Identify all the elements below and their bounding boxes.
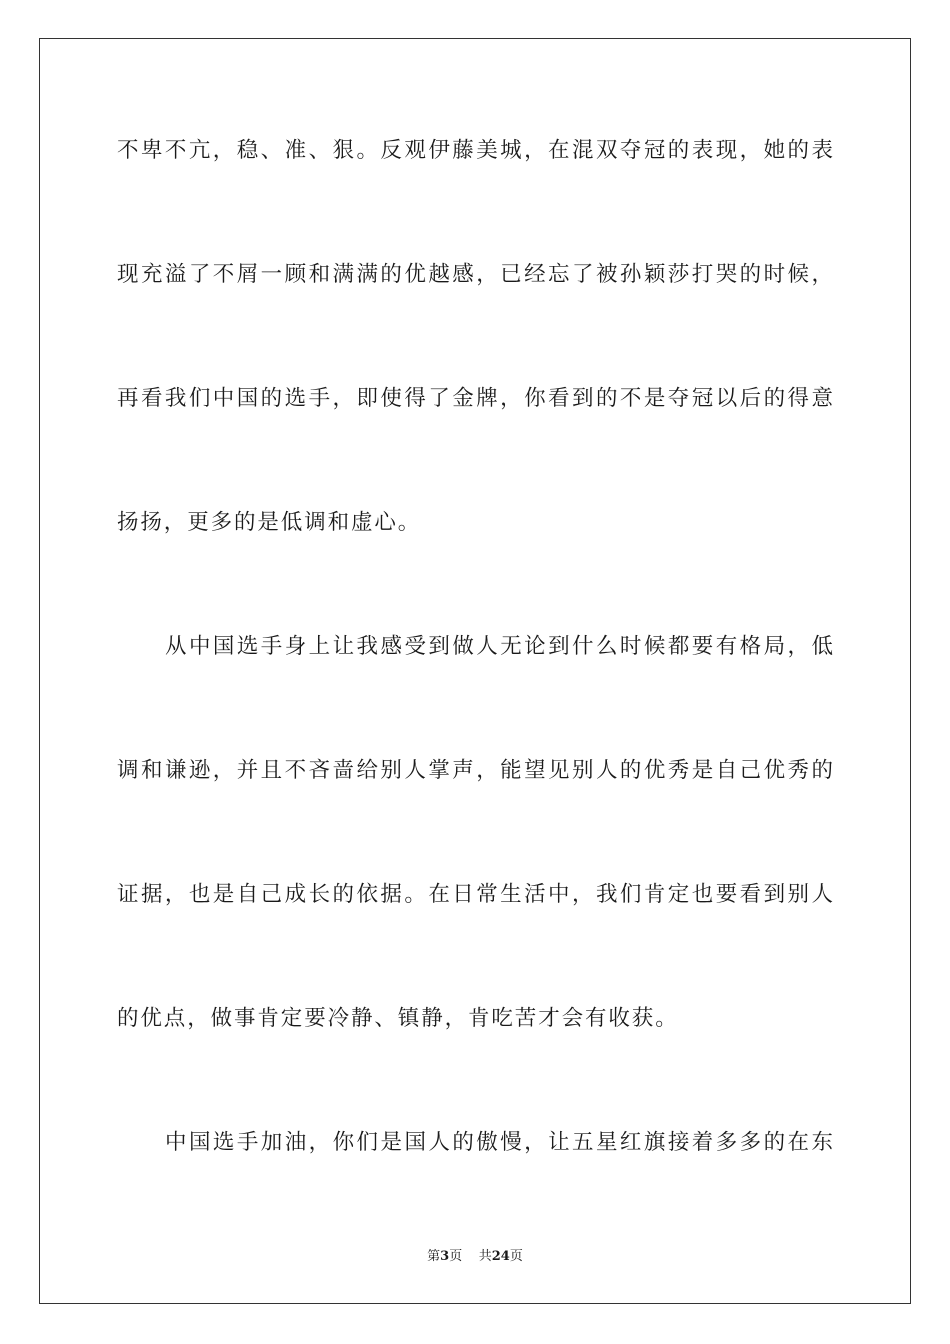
- footer-page-prefix: 第: [427, 1249, 441, 1264]
- footer-page-suffix: 页: [449, 1249, 463, 1264]
- text-line-2: 现充溢了不屑一顾和满满的优越感，已经忘了被孙颖莎打哭的时候，: [117, 262, 833, 287]
- footer-current-page: 3: [440, 1249, 450, 1264]
- page-footer: [0, 1248, 950, 1266]
- text-line-8: 的优点，做事肯定要冷静、镇静，肯吃苦才会有收获。: [117, 1006, 679, 1031]
- text-line-1: 不卑不亢，稳、准、狠。反观伊藤美城，在混双夺冠的表现，她的表: [117, 138, 833, 163]
- page-border: [39, 38, 911, 1304]
- text-line-6: 调和谦逊，并且不吝啬给别人掌声，能望见别人的优秀是自己优秀的: [117, 758, 833, 783]
- text-line-7: 证据，也是自己成长的依据。在日常生活中，我们肯定也要看到别人: [117, 882, 833, 907]
- text-line-3: 再看我们中国的选手，即使得了金牌，你看到的不是夺冠以后的得意: [117, 386, 833, 411]
- text-line-9: 中国选手加油，你们是国人的傲慢，让五星红旗接着多多的在东: [165, 1130, 833, 1155]
- footer-total-suffix: 页: [509, 1249, 523, 1264]
- text-line-5: 从中国选手身上让我感受到做人无论到什么时候都要有格局，低: [165, 634, 833, 659]
- text-line-4: 扬扬，更多的是低调和虚心。: [117, 510, 422, 535]
- footer-total-pages: 24: [491, 1249, 510, 1264]
- footer-total-prefix: 共: [478, 1249, 492, 1264]
